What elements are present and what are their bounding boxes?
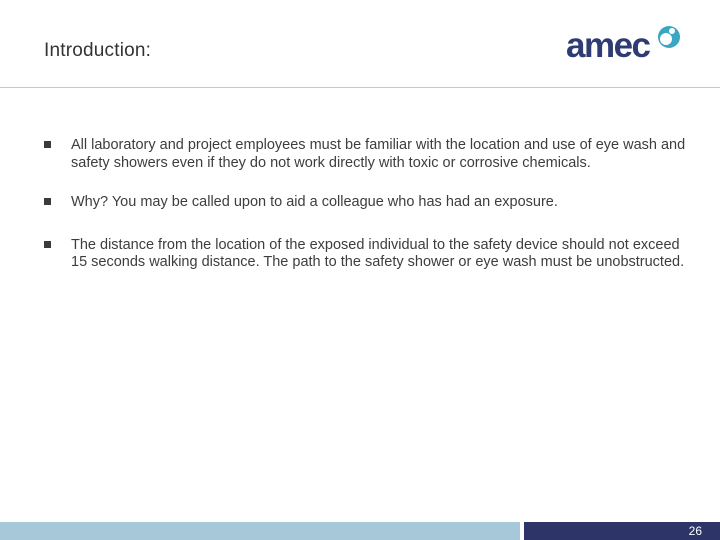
- bullet-text: The distance from the location of the exposed individual to the safety device should not exceed 15 seconds walking distance. The path to the safety shower or eye wash must be unobstructed.: [71, 236, 685, 270]
- slide-title: Introduction:: [44, 40, 152, 61]
- square-bullet-icon: [44, 241, 51, 248]
- page-number: 26: [688, 524, 702, 538]
- page-number-box: [524, 522, 720, 540]
- square-bullet-icon: [44, 141, 51, 148]
- footer-band: [0, 522, 520, 540]
- bullet-item: [44, 137, 694, 172]
- bullet-item: [44, 194, 694, 212]
- bullet-text: All laboratory and project employees must be familiar with the location and use of eye wash and safety showers even if they do not work directly with toxic or corrosive chemicals.: [71, 137, 686, 171]
- square-bullet-icon: [44, 198, 51, 205]
- bullet-text: Why? You may be called upon to aid a colleague who has had an exposure.: [71, 194, 558, 210]
- amec-logo: [566, 22, 688, 68]
- amec-droplet-mark-icon: [654, 22, 684, 52]
- bullet-item: [44, 237, 694, 272]
- bullet-list: [44, 137, 694, 272]
- logo-wordmark: amec: [566, 26, 650, 65]
- header-divider: [0, 87, 720, 88]
